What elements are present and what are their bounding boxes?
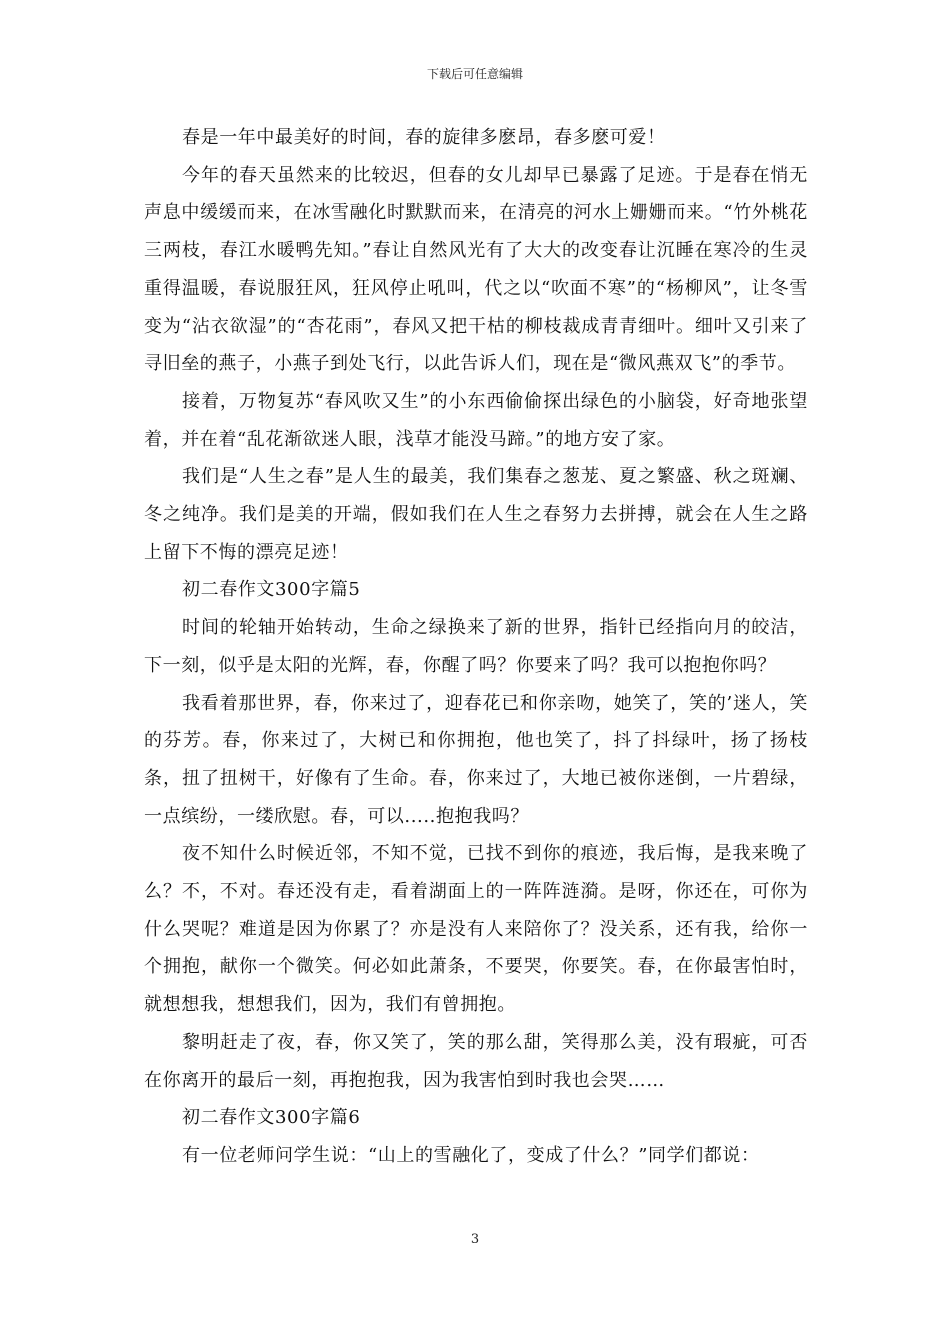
paragraph-teacher-question: 有一位老师问学生说：“山上的雪融化了，变成了什么？”同学们都说： <box>182 1144 760 1166</box>
paragraph-spring-arrival: 今年的春天虽然来的比较迟，但春的女儿却早已暴露了足迹。于是春在悄无声息中缓缓而来，在冰雪融化时默默而来，在清亮的河水上姗姗而来。“竹外桃花三两枝，春江水暖鸭先知。”春让自然风光有了大大的改变春让沉睡在寒冷的生灵重得温暖，春说服狂风，狂风停止吼叫，代之以“吹面不寒”的“杨柳风”，让冬雪变为“沾衣欲湿”的“杏花雨”，春风又把干枯的柳枝裁成青青细叶。细叶又引来了寻旧垒的燕子，小燕子到处飞行，以此告诉人们，现在是“微风燕双飞”的季节。 <box>144 164 808 375</box>
paragraph-dawn: 黎明赶走了夜，春，你又笑了，笑的那么甜，笑得那么美，没有瑕疵，可否在你离开的最后一刻，再抱抱我，因为我害怕到时我也会哭…… <box>144 1031 808 1091</box>
paragraph-night: 夜不知什么时候近邻，不知不觉，已找不到你的痕迹，我后悔，是我来晚了么？不，不对。春还没有走，看着湖面上的一阵阵涟漪。是呀，你还在，可你为什么哭呢？难道是因为你累了？亦是没有人来陪你了？没关系，还有我，给你一个拥抱，献你一个微笑。何必如此萧条，不要哭，你要笑。春，在你最害怕时，就想想我，想想我们，因为，我们有曾拥抱。 <box>144 843 808 1016</box>
paragraph-life-spring: 我们是“人生之春”是人生的最美，我们集春之葱茏、夏之繁盛、秋之斑斓、冬之纯净。我们是美的开端，假如我们在人生之春努力去拼搏，就会在人生之路上留下不悔的漂亮足迹！ <box>144 466 808 563</box>
document-body <box>144 119 808 1175</box>
paragraph-time-wheel: 时间的轮轴开始转动，生命之绿换来了新的世界，指针已经指向月的皎洁，下一刻，似乎是太阳的光辉，春，你醒了吗？你要来了吗？我可以抱抱你吗？ <box>144 617 808 676</box>
paragraph-spring-intro: 春是一年中最美好的时间，春的旋律多麽昂，春多麽可爱！ <box>182 127 666 148</box>
paragraph-revival: 接着，万物复苏“春风吹又生”的小东西偷偷探出绿色的小脑袋，好奇地张望着，并在着“乱花渐欲迷人眼，浅草才能没马蹄。”的地方安了家。 <box>144 390 808 450</box>
section-heading-essay-5: 初二春作文300字篇5 <box>182 579 361 601</box>
page-header: 下载后可任意编辑 <box>426 67 523 81</box>
section-heading-essay-6: 初二春作文300字篇6 <box>182 1107 361 1129</box>
page-number: 3 <box>470 1232 480 1247</box>
paragraph-world-view: 我看着那世界，春，你来过了，迎春花已和你亲吻，她笑了，笑的’迷人，笑的芬芳。春，你来过了，大树已和你拥抱，他也笑了，抖了抖绿叶，扬了扬枝条，扭了扭树干，好像有了生命。春，你来过了，大地已被你迷倒，一片碧绿，一点缤纷，一缕欣慰。春，可以.....抱抱我吗？ <box>144 692 808 827</box>
